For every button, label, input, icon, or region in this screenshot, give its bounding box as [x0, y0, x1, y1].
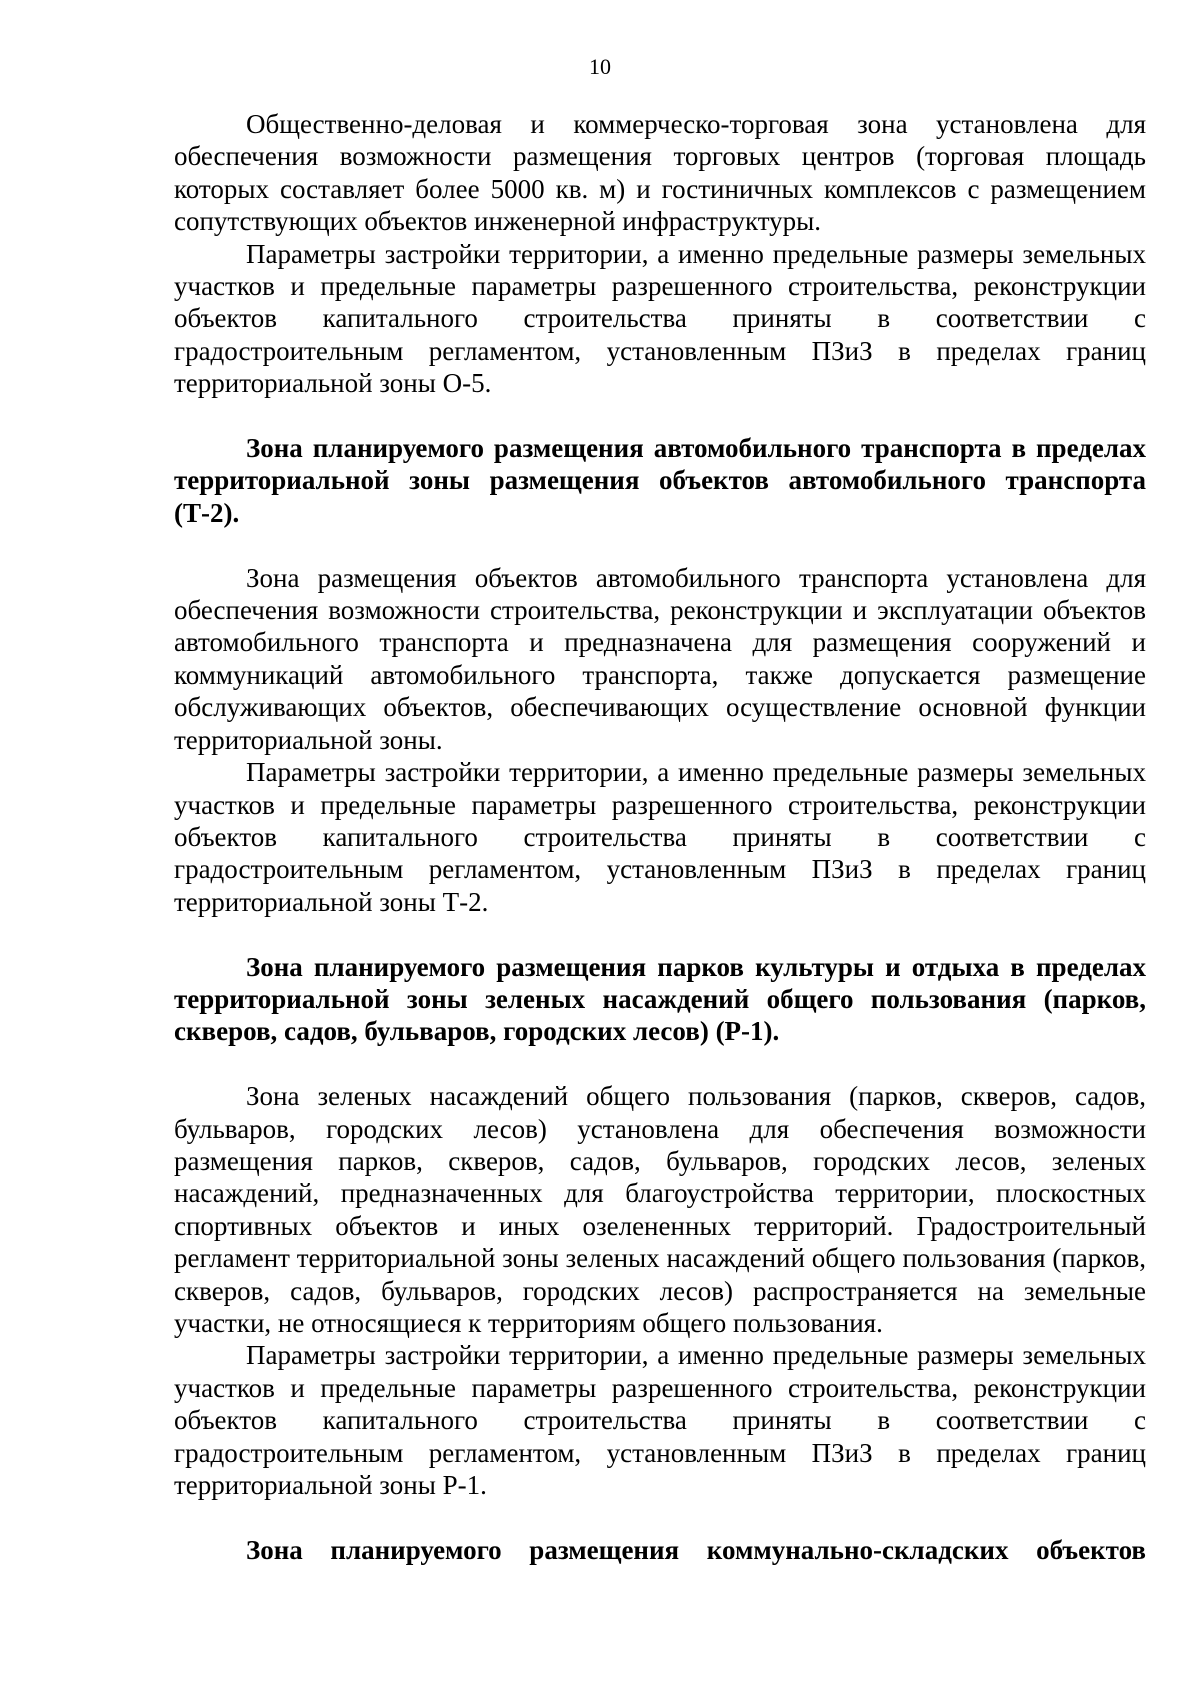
paragraph-green-zone: Зона зеленых насаждений общего пользования (парков, скверов, садов, бульваров, городских лесов) установлена для обеспечения возможности размещения парков, скверов, садов, бульваров, городских лесов, зеленых насаждений, предназначенных для благоустройства территории, плоскостных спортивных объектов и иных озелененных территорий. Градостроительный регламент территориальной зоны зеленых насаждений общего пользования (парков, скверов, садов, бульваров, городских лесов) распространяется на земельные участки, не относящиеся к территориям общего пользования.	[174, 1081, 1146, 1338]
paragraph-transport-zone: Зона размещения объектов автомобильного транспорта установлена для обеспечения возможности строительства, реконструкции и эксплуатации объектов автомобильного транспорта и предназначена для размещения сооружений и коммуникаций автомобильного транспорта, также допускается размещение обслуживающих объектов, обеспечивающих осуществление основной функции территориальной зоны.	[174, 562, 1146, 755]
paragraph-parameters-o5: Параметры застройки территории, а именно предельные размеры земельных участков и предельные параметры разрешенного строительства, реконструкции объектов капитального строительства приняты в соответствии с градостроительным регламентом, установленным ПЗиЗ в пределах границ территориальной зоны О-5.	[174, 238, 1146, 399]
heading-utility-storage-zone: Зона планируемого размещения коммунально-складских объектов	[246, 1534, 1146, 1565]
heading-transport-zone: Зона планируемого размещения автомобильного транспорта в пределах территориальной зоны размещения объектов автомобильного транспорта (Т-2).	[174, 433, 1146, 528]
paragraph-parameters-r1: Параметры застройки территории, а именно предельные размеры земельных участков и предельные параметры разрешенного строительства, реконструкции объектов капитального строительства приняты в соответствии с градостроительным регламентом, установленным ПЗиЗ в пределах границ территориальной зоны Р-1.	[174, 1340, 1146, 1500]
heading-parks-zone: Зона планируемого размещения парков культуры и отдыха в пределах территориальной зоны зеленых насаждений общего пользования (парков, скверов, садов, бульваров, городских лесов) (Р-1).	[174, 951, 1146, 1047]
paragraph-public-business-zone: Общественно-деловая и коммерческо-торговая зона установлена для обеспечения возможности размещения торговых центров (торговая площадь которых составляет более 5000 кв. м) и гостиничных комплексов с размещением сопутствующих объектов инженерной инфраструктуры.	[174, 109, 1146, 237]
paragraph-parameters-t2: Параметры застройки территории, а именно предельные размеры земельных участков и предельные параметры разрешенного строительства, реконструкции объектов капитального строительства приняты в соответствии с градостроительным регламентом, установленным ПЗиЗ в пределах границ территориальной зоны Т-2.	[174, 757, 1146, 917]
page-number: 10	[589, 54, 611, 79]
document-body	[174, 108, 1146, 1566]
